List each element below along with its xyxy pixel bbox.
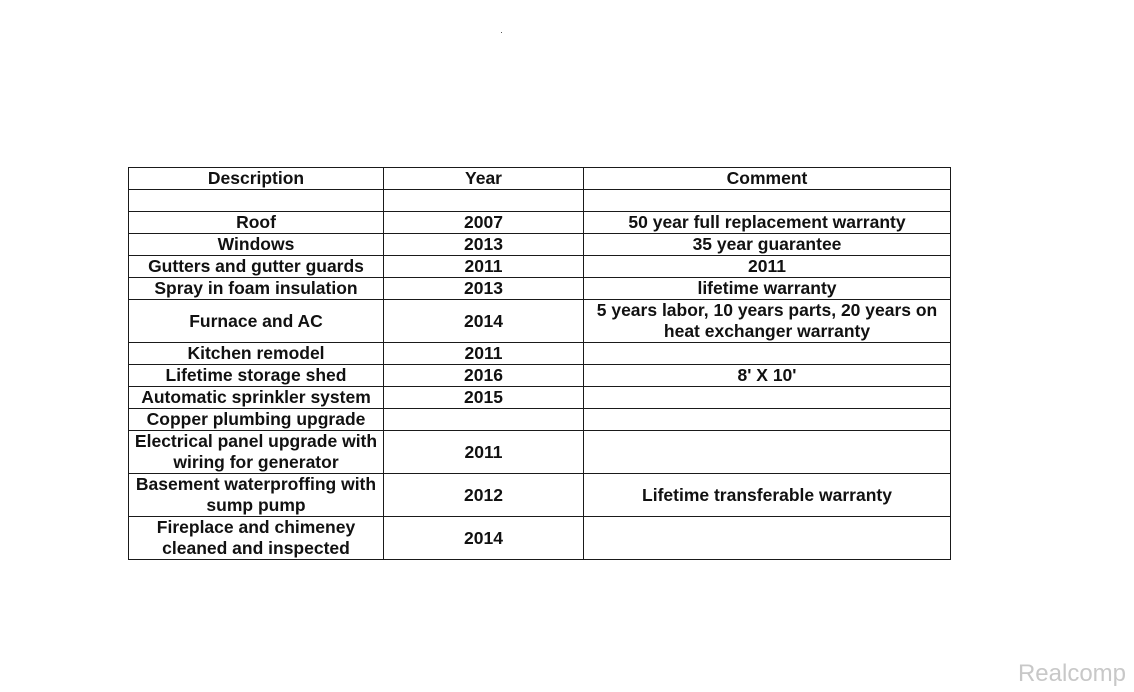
cell-year: 2012 (384, 474, 584, 517)
cell-comment (584, 190, 951, 212)
cell-description: Lifetime storage shed (129, 365, 384, 387)
header-comment: Comment (584, 168, 951, 190)
cell-description: Furnace and AC (129, 300, 384, 343)
table-row (129, 431, 951, 474)
cell-year (384, 409, 584, 431)
table-row (129, 234, 951, 256)
cell-year: 2011 (384, 256, 584, 278)
cell-year (384, 190, 584, 212)
cell-comment: 35 year guarantee (584, 234, 951, 256)
table-row (129, 387, 951, 409)
realcomp-watermark: Realcomp (1017, 660, 1126, 687)
cell-year: 2015 (384, 387, 584, 409)
cell-description: Gutters and gutter guards (129, 256, 384, 278)
cell-description: Automatic sprinkler system (129, 387, 384, 409)
cell-description: Spray in foam insulation (129, 278, 384, 300)
cell-comment: 5 years labor, 10 years parts, 20 years on heat exchanger warranty (584, 300, 951, 343)
table-row (129, 256, 951, 278)
home-improvements-table (128, 167, 951, 560)
table-row (129, 212, 951, 234)
cell-comment: 50 year full replacement warranty (584, 212, 951, 234)
cell-comment (584, 387, 951, 409)
cell-comment (584, 409, 951, 431)
cell-year: 2013 (384, 278, 584, 300)
scan-speck (501, 32, 502, 33)
table-header-row (129, 168, 951, 190)
cell-year: 2014 (384, 300, 584, 343)
cell-description: Roof (129, 212, 384, 234)
cell-comment: lifetime warranty (584, 278, 951, 300)
cell-comment (584, 517, 951, 560)
cell-description: Basement waterproffing with sump pump (129, 474, 384, 517)
table-row (129, 365, 951, 387)
cell-comment: 2011 (584, 256, 951, 278)
cell-year: 2011 (384, 343, 584, 365)
cell-year: 2007 (384, 212, 584, 234)
table-row (129, 190, 951, 212)
table-row (129, 474, 951, 517)
cell-year: 2016 (384, 365, 584, 387)
cell-year: 2013 (384, 234, 584, 256)
table-row (129, 517, 951, 560)
cell-comment: Lifetime transferable warranty (584, 474, 951, 517)
cell-description: Fireplace and chimeney cleaned and inspected (129, 517, 384, 560)
table-row (129, 409, 951, 431)
cell-comment (584, 431, 951, 474)
table-row (129, 278, 951, 300)
cell-description: Windows (129, 234, 384, 256)
cell-year: 2014 (384, 517, 584, 560)
cell-comment (584, 343, 951, 365)
cell-description: Electrical panel upgrade with wiring for generator (129, 431, 384, 474)
header-year: Year (384, 168, 584, 190)
cell-comment: 8' X 10' (584, 365, 951, 387)
table-row (129, 300, 951, 343)
table-row (129, 343, 951, 365)
cell-description (129, 190, 384, 212)
header-description: Description (129, 168, 384, 190)
cell-description: Copper plumbing upgrade (129, 409, 384, 431)
cell-year: 2011 (384, 431, 584, 474)
cell-description: Kitchen remodel (129, 343, 384, 365)
